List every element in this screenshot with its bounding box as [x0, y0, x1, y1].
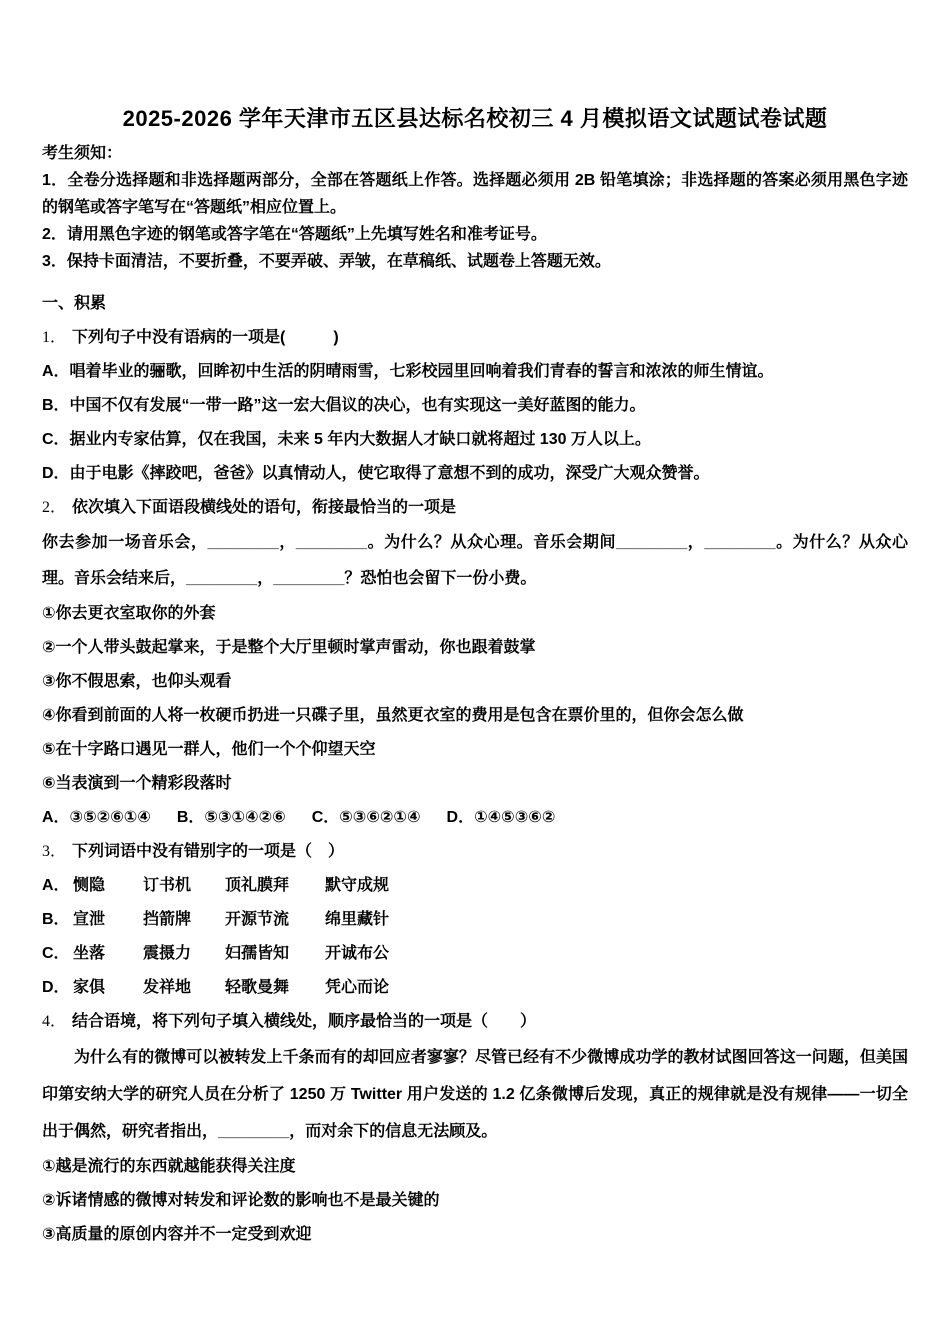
- question-2-choice-d: D．①④⑤③⑥②: [446, 809, 556, 826]
- question-3-row-b-word-2: 挡箭牌: [143, 911, 192, 928]
- notice-heading: 考生须知：: [42, 145, 123, 162]
- question-2-choice-c: C．⑤③⑥②①④: [311, 809, 421, 826]
- question-2-passage: 你去参加一场音乐会，________，________。为什么？从众心理。音乐会期间________，________。为什么？从众心理。音乐会结来后，________，________？恐怕也会留下一份小费。: [42, 534, 908, 587]
- question-3-row-b: [42, 903, 908, 937]
- question-4: [42, 1005, 908, 1252]
- question-1-option-a: A．唱着毕业的骊歌，回眸初中生活的阴晴雨雪，七彩校园里回响着我们青春的誓言和浓浓的师生情谊。: [42, 363, 774, 380]
- question-3-stem: [42, 835, 908, 869]
- question-3-row-a-word-1: 恻隐: [73, 877, 106, 894]
- question-4-stem: [42, 1005, 908, 1039]
- question-3: [42, 835, 908, 1005]
- question-2-choice-b: B．⑤③①④②⑥: [176, 809, 286, 826]
- question-2: [42, 491, 908, 835]
- question-3-row-d: [42, 971, 908, 1005]
- question-4-stem-text: 结合语境，将下列句子填入横线处，顺序最恰当的一项是（ ）: [72, 1013, 537, 1030]
- question-3-row-a-word-2: 订书机: [143, 877, 192, 894]
- question-4-clause-1: ①越是流行的东西就越能获得关注度: [42, 1158, 296, 1175]
- question-3-row-b-word-1: 宣泄: [73, 911, 106, 928]
- notice-item-3: 3．保持卡面清洁，不要折叠，不要弄破、弄皱，在草稿纸、试题卷上答题无效。: [42, 253, 611, 270]
- question-3-row-c-letter: C．: [42, 945, 70, 962]
- question-3-row-d-word-1: 家俱: [73, 979, 106, 996]
- question-2-stem: [42, 491, 908, 525]
- question-3-row-c-word-1: 坐落: [73, 945, 106, 962]
- question-1-stem-text: 下列句子中没有语病的一项是( ): [72, 329, 339, 346]
- question-3-row-d-word-3: 轻歌曼舞: [225, 979, 290, 996]
- question-3-row-d-word-4: 凭心而论: [325, 979, 390, 996]
- question-2-stem-text: 依次填入下面语段横线处的语句，衔接最恰当的一项是: [72, 499, 457, 516]
- question-4-number: 4．: [42, 1013, 67, 1030]
- question-3-row-a-word-4: 默守成规: [325, 877, 390, 894]
- question-3-row-a: [42, 869, 908, 903]
- question-1-number: 1．: [42, 329, 67, 346]
- question-2-clause-2: ②一个人带头鼓起掌来，于是整个大厅里顿时掌声雷动，你也跟着鼓掌: [42, 639, 536, 656]
- question-4-clause-2: ②诉诸情感的微博对转发和评论数的影响也不是最关键的: [42, 1192, 440, 1209]
- question-1-option-c: C．据业内专家估算，仅在我国，未来 5 年内大数据人才缺口就将超过 130 万人以上。: [42, 431, 651, 448]
- question-2-choice-a: A．③⑤②⑥①④: [42, 809, 151, 826]
- question-3-row-a-letter: A．: [42, 877, 70, 894]
- question-3-row-c-word-2: 震摄力: [143, 945, 192, 962]
- question-2-clause-1: ①你去更衣室取你的外套: [42, 605, 216, 622]
- question-2-number: 2．: [42, 499, 67, 516]
- question-2-clause-4: ④你看到前面的人将一枚硬币扔进一只碟子里，虽然更衣室的费用是包含在票价里的，但你会怎么做: [42, 707, 744, 724]
- question-3-row-a-word-3: 顶礼膜拜: [225, 877, 290, 894]
- notice-item-1: 1．全卷分选择题和非选择题两部分，全部在答题纸上作答。选择题必须用 2B 铅笔填涂；非选择题的答案必须用黑色字迹的钢笔或答字笔写在“答题纸”相应位置上。: [42, 172, 908, 216]
- question-3-row-d-letter: D．: [42, 979, 70, 996]
- question-4-clause-3: ③高质量的原创内容并不一定受到欢迎: [42, 1226, 312, 1243]
- question-1-option-b: B．中国不仅有发展“一带一路”这一宏大倡议的决心，也有实现这一美好蓝图的能力。: [42, 397, 646, 414]
- question-3-number: 3．: [42, 843, 67, 860]
- question-2-clause-3: ③你不假思索，也仰头观看: [42, 673, 232, 690]
- question-4-passage: 为什么有的微博可以被转发上千条而有的却回应者寥寥？尽管已经有不少微博成功学的教材试图回答这一问题，但美国印第安纳大学的研究人员在分析了 1250 万 Twitter 用户发送的 1.2 亿条微博后发现，真正的规律就是没有规律——一切全出于偶然，研究者指出，________，而对余下的信息无法顾及。: [42, 1049, 908, 1140]
- question-2-clause-5: ⑤在十字路口遇见一群人，他们一个个仰望天空: [42, 741, 376, 758]
- page-title: 2025-2026 学年天津市五区县达标名校初三 4 月模拟语文试题试卷试题: [122, 106, 828, 131]
- section-1-heading: 一、积累: [42, 295, 107, 312]
- notice-section: [42, 140, 908, 275]
- question-3-row-b-word-4: 绵里藏针: [325, 911, 390, 928]
- question-3-row-d-word-2: 发祥地: [143, 979, 192, 996]
- question-3-row-b-letter: B．: [42, 911, 70, 928]
- question-3-row-b-word-3: 开源节流: [225, 911, 290, 928]
- question-2-clause-6: ⑥当表演到一个精彩段落时: [42, 775, 232, 792]
- question-2-choices: [42, 801, 908, 835]
- question-1-option-d: D．由于电影《摔跤吧，爸爸》以真情动人，使它取得了意想不到的成功，深受广大观众赞誉。: [42, 465, 710, 482]
- question-3-row-c-word-3: 妇孺皆知: [225, 945, 290, 962]
- question-1: [42, 321, 908, 491]
- question-1-stem: [42, 321, 908, 355]
- question-3-row-c-word-4: 开诚布公: [325, 945, 390, 962]
- question-3-stem-text: 下列词语中没有错别字的一项是（ ）: [72, 843, 345, 860]
- question-3-row-c: [42, 937, 908, 971]
- notice-item-2: 2．请用黑色字迹的钢笔或答字笔在“答题纸”上先填写姓名和准考证号。: [42, 226, 547, 243]
